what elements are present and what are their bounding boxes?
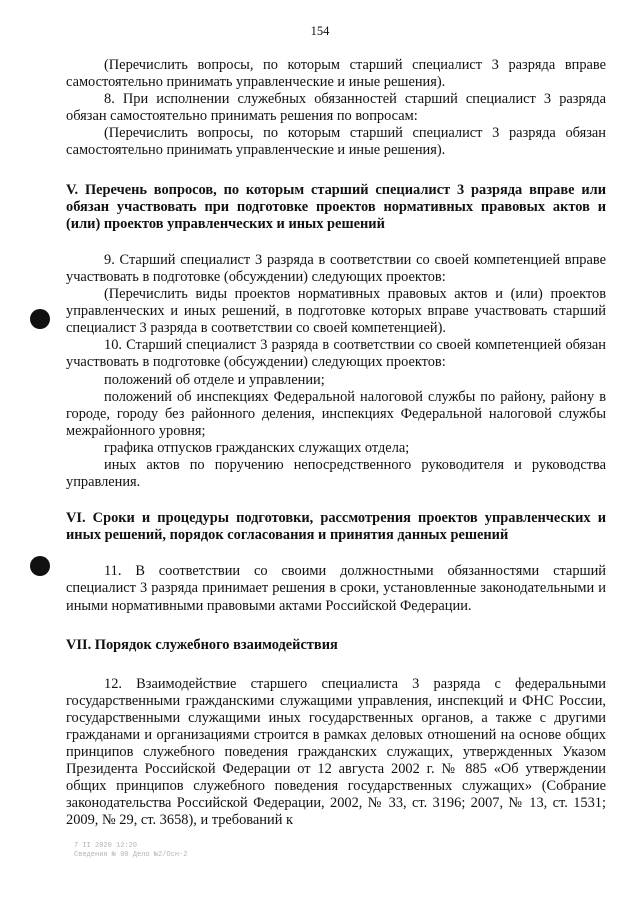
list-item-inspection-regulations: положений об инспекциях Федеральной налоговой службы по району, району в городе, городу без районного деления, инспекциях Федеральной налоговой службы межрайонного уровня; bbox=[66, 388, 606, 439]
paragraph-12: 12. Взаимодействие старшего специалиста 3 разряда с федеральными государственными гражданскими служащими управления, инспекций и ФНС России, государственными служащими иных государственных органов, а также с другими гражданами и организациями строится в рамках деловых отношений на основе общих принципов служебного поведения гражданских служащих, утвержденных Указом Президента Российской Федерации от 12 августа 2002 г. № 885 «Об утверждении общих принципов служебного поведения государственных служащих» (Собрание законодательства Российской Федерации, 2002, № 33, ст. 3196; 2007, № 13, ст. 1531; 2009, № 29, ст. 3658), и требований к bbox=[66, 675, 606, 829]
paragraph-projects-note: (Перечислить виды проектов нормативных правовых актов и (или) проектов управленческих и иных решений, в подготовке которых вправе участвовать старший специалист 3 разряда в соответствии со своей компетенцией). bbox=[66, 286, 606, 337]
stamp-line-reference: Сведения № 00 Дело №2/Осн-2 bbox=[74, 851, 188, 859]
paragraph-8: 8. При исполнении служебных обязанностей старший специалист 3 разряда обязан самостоятельно принимать решения по вопросам: bbox=[66, 91, 606, 125]
section-5-heading: V. Перечень вопросов, по которым старший специалист 3 разряда вправе или обязан участвовать при подготовке проектов нормативных правовых актов и (или) проектов управленческих и иных решений bbox=[66, 181, 606, 232]
paragraph-list-duties-note: (Перечислить вопросы, по которым старший специалист 3 разряда обязан самостоятельно принимать управленческие и иные решения). bbox=[66, 125, 606, 159]
punch-hole-mark bbox=[30, 309, 50, 329]
punch-hole-mark bbox=[30, 556, 50, 576]
list-item-vacation-schedule: графика отпусков гражданских служащих отдела; bbox=[104, 439, 410, 456]
document-body bbox=[66, 57, 606, 830]
paragraph-10: 10. Старший специалист 3 разряда в соответствии со своей компетенцией обязан участвовать в подготовке (обсуждении) следующих проектов: bbox=[66, 337, 606, 371]
registration-stamp bbox=[74, 842, 187, 860]
paragraph-list-rights-note: (Перечислить вопросы, по которым старший специалист 3 разряда вправе самостоятельно принимать управленческие и иные решения). bbox=[66, 57, 606, 91]
list-item-other-acts: иных актов по поручению непосредственного руководителя и руководства управления. bbox=[66, 456, 606, 491]
page-number: 154 bbox=[310, 24, 330, 38]
section-6-heading: VI. Сроки и процедуры подготовки, рассмотрения проектов управленческих и иных решений, порядок согласования и принятия данных решений bbox=[66, 510, 606, 544]
section-7-heading: VII. Порядок служебного взаимодействия bbox=[66, 636, 338, 653]
paragraph-11: 11. В соответствии со своими должностными обязанностями старший специалист 3 разряда принимает решения в сроки, установленные законодательными и иными нормативными правовыми актами Российской Федерации. bbox=[66, 563, 606, 614]
stamp-line-date: 7 II 2020 12:20 bbox=[74, 842, 138, 850]
list-item-department-regulations: положений об отделе и управлении; bbox=[104, 371, 325, 388]
paragraph-9: 9. Старший специалист 3 разряда в соответствии со своей компетенцией вправе участвовать в подготовке (обсуждении) следующих проектов: bbox=[66, 251, 606, 285]
